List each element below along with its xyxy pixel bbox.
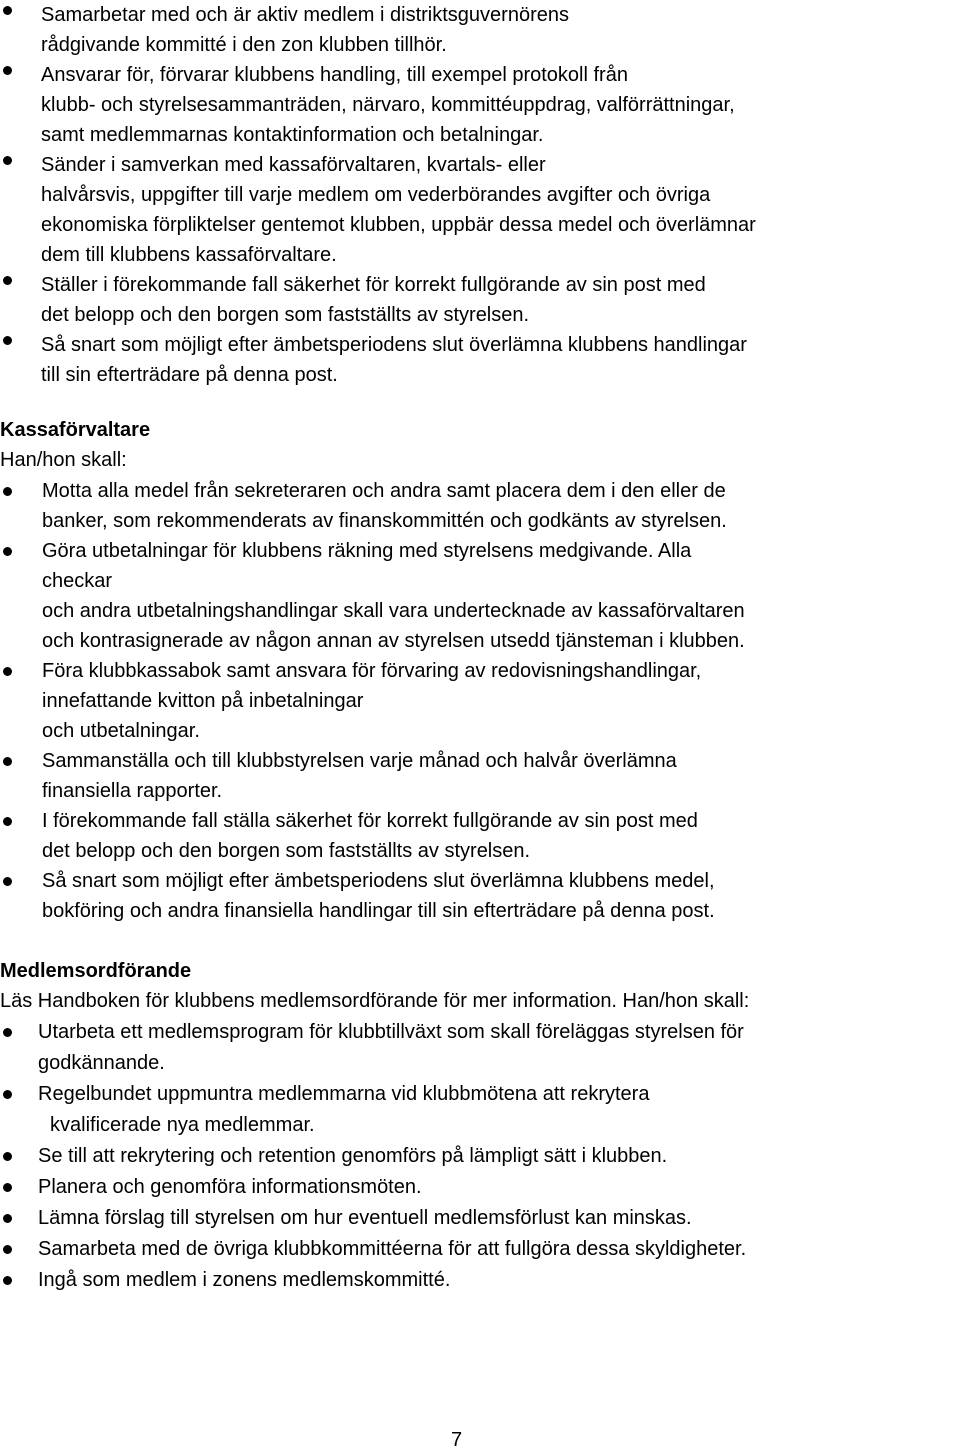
- list-item: Ställer i förekommande fall säkerhet för korrekt fullgörande av sin post med det belopp och den borgen som fastställts av styrelsen.: [0, 270, 756, 330]
- list-item: Göra utbetalningar för klubbens räkning med styrelsens medgivande. Alla checkar och andra utbetalningshandlingar skall vara undertecknade av kassaförvaltaren och kontrasignerade av någon annan av styrelsen utsedd tjänsteman i klubben.: [0, 536, 745, 656]
- bullet-icon: [3, 66, 12, 75]
- bullet-icon: [3, 1028, 12, 1037]
- bullet-icon: [3, 817, 12, 826]
- list-item: Ansvarar för, förvarar klubbens handling, till exempel protokoll från klubb- och styrelsesammanträden, närvaro, kommittéuppdrag, valförrättningar, samt medlemmarnas kontaktinformation och betalningar.: [0, 60, 756, 150]
- list-item: Se till att rekrytering och retention genomförs på lämpligt sätt i klubben.: [0, 1141, 746, 1172]
- bullet-icon: [3, 1214, 12, 1223]
- bullet-icon: [3, 6, 12, 15]
- bullet-icon: [3, 877, 12, 886]
- list-item: Samarbeta med de övriga klubbkommittéerna för att fullgöra dessa skyldigheter.: [0, 1234, 746, 1265]
- bullet-icon: [3, 1183, 12, 1192]
- section-heading-medlemsordforande: Medlemsordförande: [0, 960, 192, 982]
- bullet-icon: [3, 487, 12, 496]
- bullet-icon: [3, 667, 12, 676]
- list-item: Så snart som möjligt efter ämbetsperiodens slut överlämna klubbens handlingar till sin efterträdare på denna post.: [0, 330, 756, 390]
- bullet-icon: [3, 336, 12, 345]
- list-item: Sänder i samverkan med kassaförvaltaren, kvartals- eller halvårsvis, uppgifter till varje medlem om vederbörandes avgifter och övriga ekonomiska förpliktelser gentemot klubben, uppbär dessa medel och överlämnar dem till klubbens kassaförvaltare.: [0, 150, 756, 270]
- bullet-icon: [3, 547, 12, 556]
- section-intro-kassaforvaltare: Han/hon skall:: [0, 449, 127, 471]
- list-item: Lämna förslag till styrelsen om hur eventuell medlemsförlust kan minskas.: [0, 1203, 746, 1234]
- bullet-icon: [3, 1276, 12, 1285]
- list-item: I förekommande fall ställa säkerhet för korrekt fullgörande av sin post med det belopp och den borgen som fastställts av styrelsen.: [0, 806, 745, 866]
- list-item: Motta alla medel från sekreteraren och andra samt placera dem i den eller de banker, som rekommenderats av finanskommittén och godkänts av styrelsen.: [0, 476, 745, 536]
- list-item: Ingå som medlem i zonens medlemskommitté.: [0, 1265, 746, 1296]
- list-item: Samarbetar med och är aktiv medlem i distriktsguvernörens rådgivande kommitté i den zon klubben tillhör.: [0, 0, 756, 60]
- list-item: Regelbundet uppmuntra medlemmarna vid klubbmötena att rekrytera kvalificerade nya medlemmar.: [0, 1079, 746, 1141]
- bullet-icon: [3, 757, 12, 766]
- section-heading-kassaforvaltare: Kassaförvaltare: [0, 419, 151, 441]
- list-item: Utarbeta ett medlemsprogram för klubbtillväxt som skall föreläggas styrelsen för godkännande.: [0, 1017, 746, 1079]
- bullet-icon: [3, 1152, 12, 1161]
- page-number: 7: [451, 1429, 463, 1451]
- list-item: Så snart som möjligt efter ämbetsperiodens slut överlämna klubbens medel, bokföring och andra finansiella handlingar till sin efterträdare på denna post.: [0, 866, 745, 926]
- treasurer-duties-list: [0, 476, 745, 926]
- list-item: Föra klubbkassabok samt ansvara för förvaring av redovisningshandlingar, innefattande kvitton på inbetalningar och utbetalningar.: [0, 656, 745, 746]
- membership-chair-duties-list: [0, 1017, 746, 1296]
- section-intro-medlemsordforande: Läs Handboken för klubbens medlemsordförande för mer information. Han/hon skall:: [0, 990, 750, 1012]
- bullet-icon: [3, 156, 12, 165]
- list-item: Sammanställa och till klubbstyrelsen varje månad och halvår överlämna finansiella rapporter.: [0, 746, 745, 806]
- bullet-icon: [3, 1090, 12, 1099]
- secretary-duties-list: [0, 0, 756, 390]
- bullet-icon: [3, 276, 12, 285]
- list-item: Planera och genomföra informationsmöten.: [0, 1172, 746, 1203]
- bullet-icon: [3, 1245, 12, 1254]
